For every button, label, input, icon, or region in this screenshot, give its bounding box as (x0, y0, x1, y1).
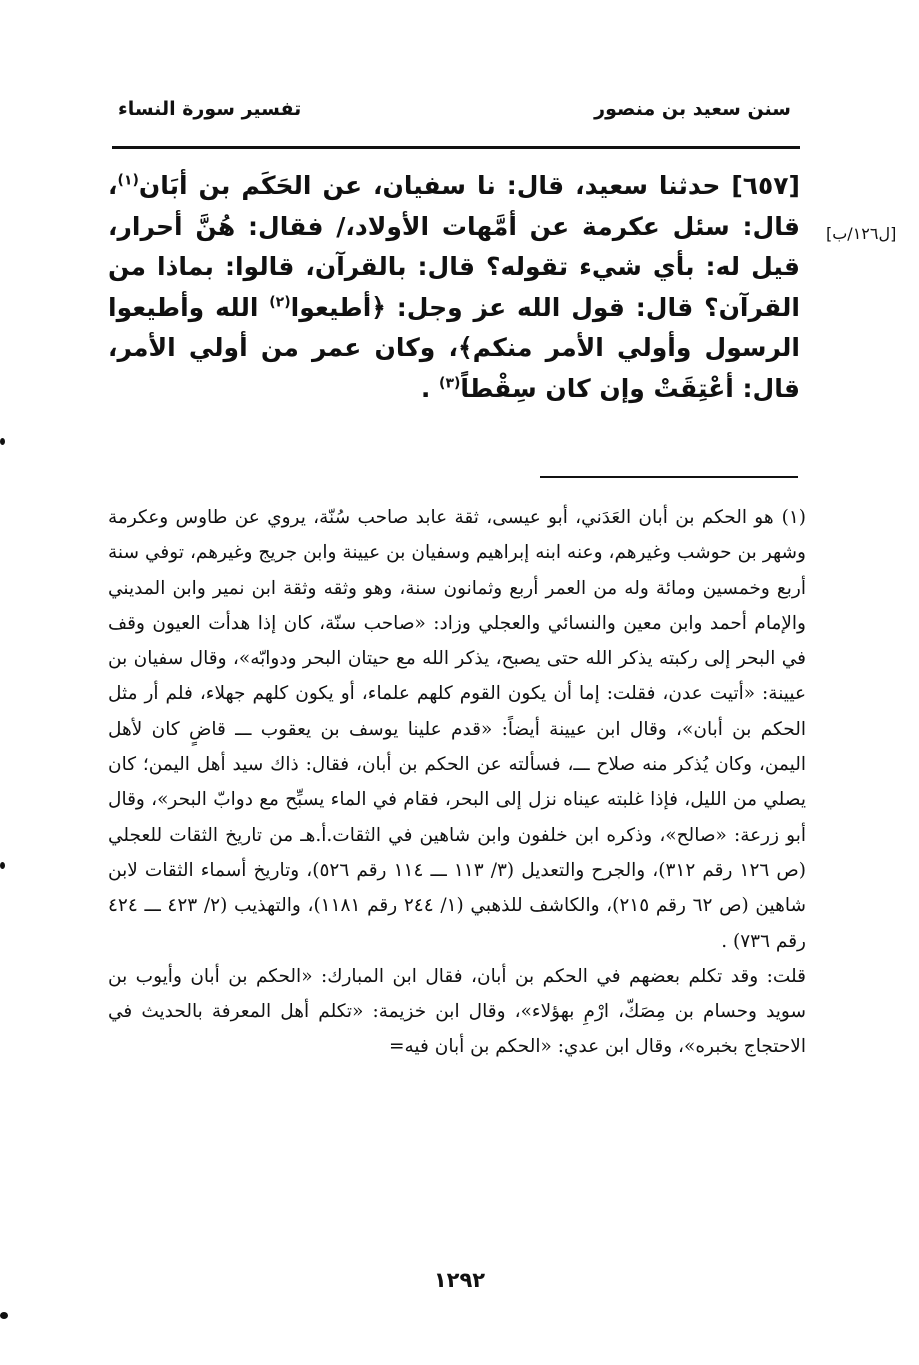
scan-mark (0, 1312, 8, 1319)
hadith-text-part-3: الله وأطيعوا الرسول وأولي الأمر منكم﴾، وكان عمر من أولي الأمر، قال: أعْتِقَتْ وإن كان سِقْطاً (108, 292, 800, 403)
running-header-book-title: سنن سعيد بن منصور (594, 98, 791, 120)
footnotes (108, 500, 806, 1065)
hadith-text-end: . (420, 373, 440, 403)
hadith-text (108, 166, 800, 409)
hadith-block (108, 166, 800, 409)
footnote-1-continuation: قلت: وقد تكلم بعضهم في الحكم بن أبان، فقال ابن المبارك: «الحكم بن أبان وأيوب بن سويد وحسام بن مِصَكّ، ارْمِ بهؤلاء»، وقال ابن خزيمة: «تكلم أهل المعرفة بالحديث في الاحتجاج بخبره»، وقال ابن عدي: «الحكم بن أبان فيه= (108, 965, 806, 1058)
hadith-text-part-1: حدثنا سعيد، قال: نا سفيان، عن الحَكَم بن أبَان (138, 171, 721, 200)
footnote-ref-3: (٣) (439, 375, 461, 392)
footnote-1-mark: (١) (781, 507, 806, 528)
running-header-section-title: تفسير سورة النساء (118, 98, 302, 120)
footnote-ref-1: (١) (117, 172, 139, 189)
hadith-number: [٦٥٧] (731, 171, 800, 200)
footnote-1 (108, 500, 806, 959)
footnote-separator (540, 476, 798, 478)
scan-mark (0, 438, 5, 445)
manuscript-folio-note: [ل١٢٦/ب] (826, 224, 897, 243)
footnote-ref-2: (٢) (269, 294, 291, 311)
hadith-text-part-2: ، قال: سئل عكرمة عن أمَّهات الأولاد،/ فقال: هُنَّ أحرار، قيل له: بأي شيء تقوله؟ قال: بالقرآن، قالوا: بماذا من القرآن؟ قال: قول الله عز وجل: ﴿أطيعوا (108, 171, 800, 322)
header-rule (112, 146, 800, 149)
footnote-1-text: هو الحكم بن أبان العَدَني، أبو عيسى، ثقة عابد صاحب سُنّة، يروي عن طاوس وعكرمة وشهر بن حوشب وغيرهم، وعنه ابنه إبراهيم وسفيان بن عيينة وابن جريج وغيرهم، توفي سنة أربع وخمسين ومائة وله من العمر أربع وثمانون سنة، وهو وثقه وثقة ابن نمير وابن المديني والإمام أحمد وابن معين والنسائي والعجلي وزاد: «صاحب سنّة، كان إذا هدأت العيون وقف في البحر إلى ركبته يذكر الله حتى يصبح، يذكر الله مع حيتان البحر ودوابّه»، وقال سفيان بن عيينة: «أتيت عدن، فقلت: إما أن يكون القوم كلهم علماء، أو يكون كلهم جهلاء، فلم أر مثل الحكم بن أبان»، وقال ابن عيينة أيضاً: «قدم علينا يوسف بن يعقوب ـــ قاضٍ كان لأهل اليمن، وكان يُذكر منه صلاح ـــ، فسألته عن الحكم بن أبان، فقال: ذاك سيد أهل اليمن؛ كان يصلي من الليل، فإذا غلبته عيناه نزل إلى البحر، فقام في الماء يسبِّح مع دوابّ البحر»، وقال أبو زرعة: «صالح»، وذكره ابن خلفون وابن شاهين في الثقات.أ.هـ من تاريخ الثقات للعجلي (ص ١٢٦ رقم ٣١٢)، والجرح والتعديل (٣/ ١١٣ ـــ ١١٤ رقم ٥٢٦)، وتاريخ أسماء الثقات لابن شاهين (ص ٦٢ رقم ٢١٥)، والكاشف للذهبي (١/ ٢٤٤ رقم ١١٨١)، والتهذيب (٢/ ٤٢٣ ـــ ٤٢٤ رقم ٧٣٦) . (108, 507, 807, 952)
scan-mark (0, 862, 5, 869)
page-number: ١٢٩٢ (433, 1268, 486, 1292)
